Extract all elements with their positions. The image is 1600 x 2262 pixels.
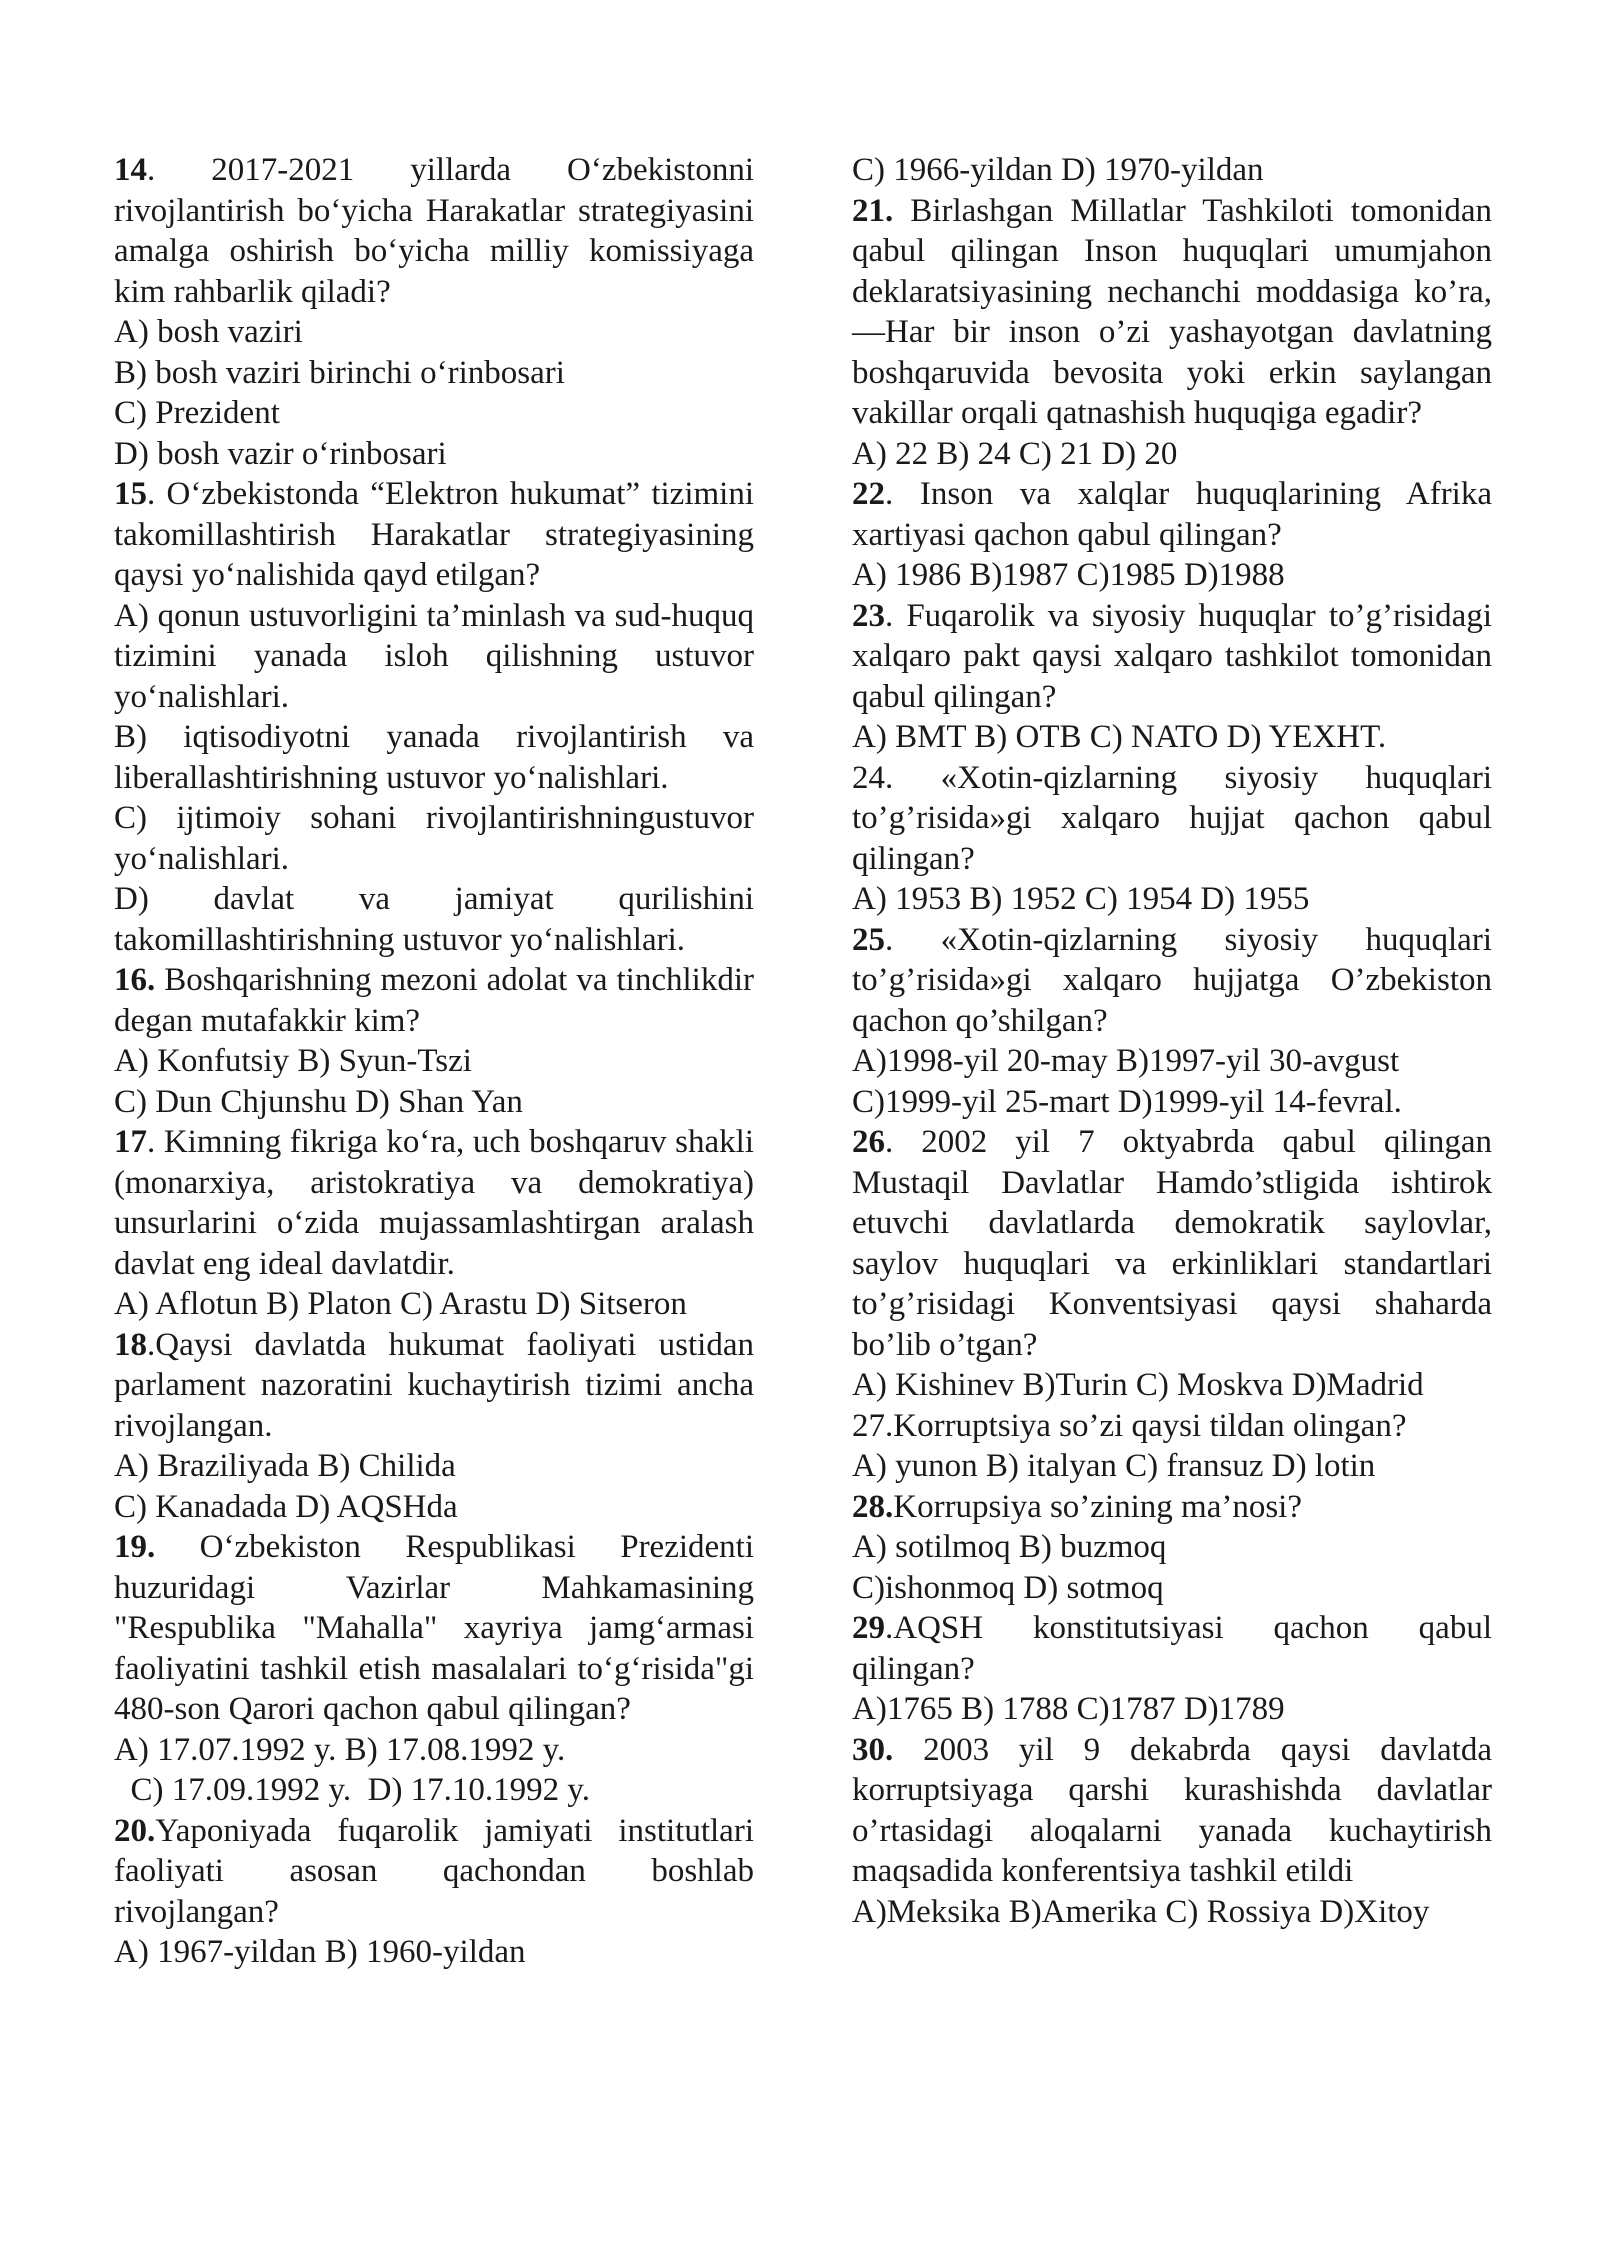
question-body: 27.Korruptsiya so’zi qaysi tildan olingan? [852,1407,1407,1444]
answer-options: A) Kishinev B)Turin C) Moskva D)Madrid [852,1367,1424,1403]
answer-options: A) BMT B) OTB C) NATO D) YEXHT. [852,719,1387,755]
answer-options: A) Braziliyada B) Chilida [114,1448,456,1484]
answer-options: B) iqtisodiyotni yanada rivojlantirish va liberallashtirishning ustuvor yo‘nalishlari. [114,719,754,796]
question-body: . Inson va xalqlar huquqlarining Afrika xartiyasi qachon qabul qilingan? [852,476,1492,553]
question-text [114,1811,754,1933]
answer-options: A) 1986 B)1987 C)1985 D)1988 [852,557,1285,593]
question-body: 24. «Xotin-qizlarning siyosiy huquqlari to’g’risida»gi xalqaro hujjat qachon qabul qilingan? [852,759,1492,877]
right-column [852,150,1492,1932]
question-body: O‘zbekiston Respublikasi Prezidenti huzuridagi Vazirlar Mahkamasining "Respublika "Mahalla" xayriya jamg‘armasi faoliyatini tashkil etish masalalari to‘g‘risida"gi 480-son Qarori qachon qabul qilingan? [114,1529,754,1727]
question-text [852,1730,1492,1892]
question-number: 25 [852,921,885,958]
question-number: 14 [114,152,147,188]
question-body: Birlashgan Millatlar Tashkiloti tomonidan qabul qilingan Inson huquqlari umumjahon deklaratsiyasining nechanchi moddasiga ko’ra, ―Har bir inson o’zi yashayotgan davlatning boshqaruvida bevosita yoki erkin saylangan vakillar orqali qatnashish huquqiga egadir? [852,192,1492,431]
question-number: 16. [114,962,156,998]
answer-options: A) qonun ustuvorligini ta’minlash va sud-huquq tizimini yanada isloh qilishning ustuvor yo‘nalishlari. [114,597,754,715]
answer-options: D) davlat va jamiyat qurilishini takomillashtirishning ustuvor yo‘nalishlari. [114,881,754,958]
left-column [114,150,754,1973]
question-number: 23 [852,597,885,634]
question-number: 20. [114,1812,156,1849]
answer-options: B) bosh vaziri birinchi o‘rinbosari [114,354,565,391]
answer-options: A) sotilmoq B) buzmoq [852,1529,1167,1565]
question-number: 22 [852,476,885,512]
question-text [852,1406,1492,1447]
question-body: . 2017-2021 yillarda O‘zbekistonni rivojlantirish bo‘yicha Harakatlar strategiyasini amalga oshirish bo‘yicha milliy komissiyaga kim rahbarlik qiladi? [114,152,754,310]
question-text [852,758,1492,880]
question-text [852,920,1492,1042]
answer-options: A)1765 B) 1788 C)1787 D)1789 [852,1691,1285,1727]
question-body: Korrupsiya so’zining ma’nosi? [893,1488,1302,1525]
answer-options: D) bosh vazir o‘rinbosari [114,435,447,472]
answer-options: C) Kanadada D) AQSHda [114,1488,458,1525]
answer-options: A) yunon B) italyan C) fransuz D) lotin [852,1448,1376,1484]
question-text [852,1122,1492,1365]
answer-options: A) 22 B) 24 C) 21 D) 20 [852,435,1178,472]
question-number: 19. [114,1529,156,1565]
question-number: 21. [852,192,894,229]
answer-options: A)Meksika B)Amerika C) Rossiya D)Xitoy [852,1893,1430,1930]
question-body: . O‘zbekistonda “Elektron hukumat” tizimini takomillashtirish Harakatlar strategiyasining qaysi yo‘nalishida qayd etilgan? [114,476,754,593]
question-number: 17 [114,1124,147,1160]
question-text [114,474,754,596]
question-number: 30. [852,1731,894,1768]
answer-options: A) bosh vaziri [114,314,303,350]
question-number: 28. [852,1488,894,1525]
question-number: 18 [114,1326,147,1363]
answer-options: C)ishonmoq D) sotmoq [852,1569,1164,1606]
question-body: .AQSH konstitutsiyasi qachon qabul qilingan? [852,1610,1492,1687]
answer-options: A) 17.07.1992 y. B) 17.08.1992 y. [114,1731,566,1768]
question-text [114,1325,754,1447]
question-body: 2003 yil 9 dekabrda qaysi davlatda korruptsiyaga qarshi kurashishda davlatlar o’rtasidagi aloqalarni yanada kuchaytirish maqsadida konferentsiya tashkil etildi [852,1731,1492,1889]
question-body: Yaponiyada fuqarolik jamiyati institutlari faoliyati asosan qachondan boshlab rivojlangan? [114,1812,754,1930]
answer-options: C) ijtimoiy sohani rivojlantirishningustuvor yo‘nalishlari. [114,800,754,877]
question-body: . 2002 yil 7 oktyabrda qabul qilingan Mustaqil Davlatlar Hamdo’stligida ishtirok etuvchi davlatlarda demokratik saylovlar, saylov huquqlari va erkinliklari standartlari to’g’risidagi Konventsiyasi qaysi shaharda bo’lib o’tgan? [852,1124,1492,1363]
answer-options: A) 1967-yildan B) 1960-yildan [114,1934,526,1970]
answer-options: C) 1966-yildan D) 1970-yildan [852,152,1264,188]
answer-options: C)1999-yil 25-mart D)1999-yil 14-fevral. [852,1083,1402,1120]
question-text [852,191,1492,434]
question-body: . Kimning fikriga ko‘ra, uch boshqaruv shakli (monarxiya, aristokratiya va demokratiya) unsurlarini o‘zida mujassamlashtirgan aralash davlat eng ideal davlatdir. [114,1124,754,1282]
question-text [852,1487,1492,1528]
question-text [114,960,754,1041]
answer-options: A) Konfutsiy B) Syun-Tszi [114,1043,472,1079]
question-body: . «Xotin-qizlarning siyosiy huquqlari to’g’risida»gi xalqaro hujjatga O’zbekiston qachon qo’shilgan? [852,921,1492,1039]
answer-options: A) Aflotun B) Platon C) Arastu D) Sitseron [114,1286,687,1322]
question-number: 15 [114,476,147,512]
question-text [852,1608,1492,1689]
question-text [114,1122,754,1284]
question-text [852,596,1492,718]
question-number: 29 [852,1610,885,1646]
question-body: . Fuqarolik va siyosiy huquqlar to’g’risidagi xalqaro pakt qaysi xalqaro tashkilot tomonidan qabul qilingan? [852,597,1492,715]
answer-options: C) 17.09.1992 y. D) 17.10.1992 y. [114,1772,591,1808]
answer-options: A)1998-yil 20-may B)1997-yil 30-avgust [852,1043,1400,1079]
question-text [852,474,1492,555]
question-number: 26 [852,1124,885,1160]
question-text [114,150,754,312]
answer-options: C) Prezident [114,395,280,431]
question-body: .Qaysi davlatda hukumat faoliyati ustidan parlament nazoratini kuchaytirish tizimi ancha rivojlangan. [114,1326,754,1444]
answer-options: A) 1953 B) 1952 C) 1954 D) 1955 [852,881,1310,917]
question-text [114,1527,754,1730]
answer-options: C) Dun Chjunshu D) Shan Yan [114,1083,523,1120]
question-body: Boshqarishning mezoni adolat va tinchlikdir degan mutafakkir kim? [114,962,754,1039]
